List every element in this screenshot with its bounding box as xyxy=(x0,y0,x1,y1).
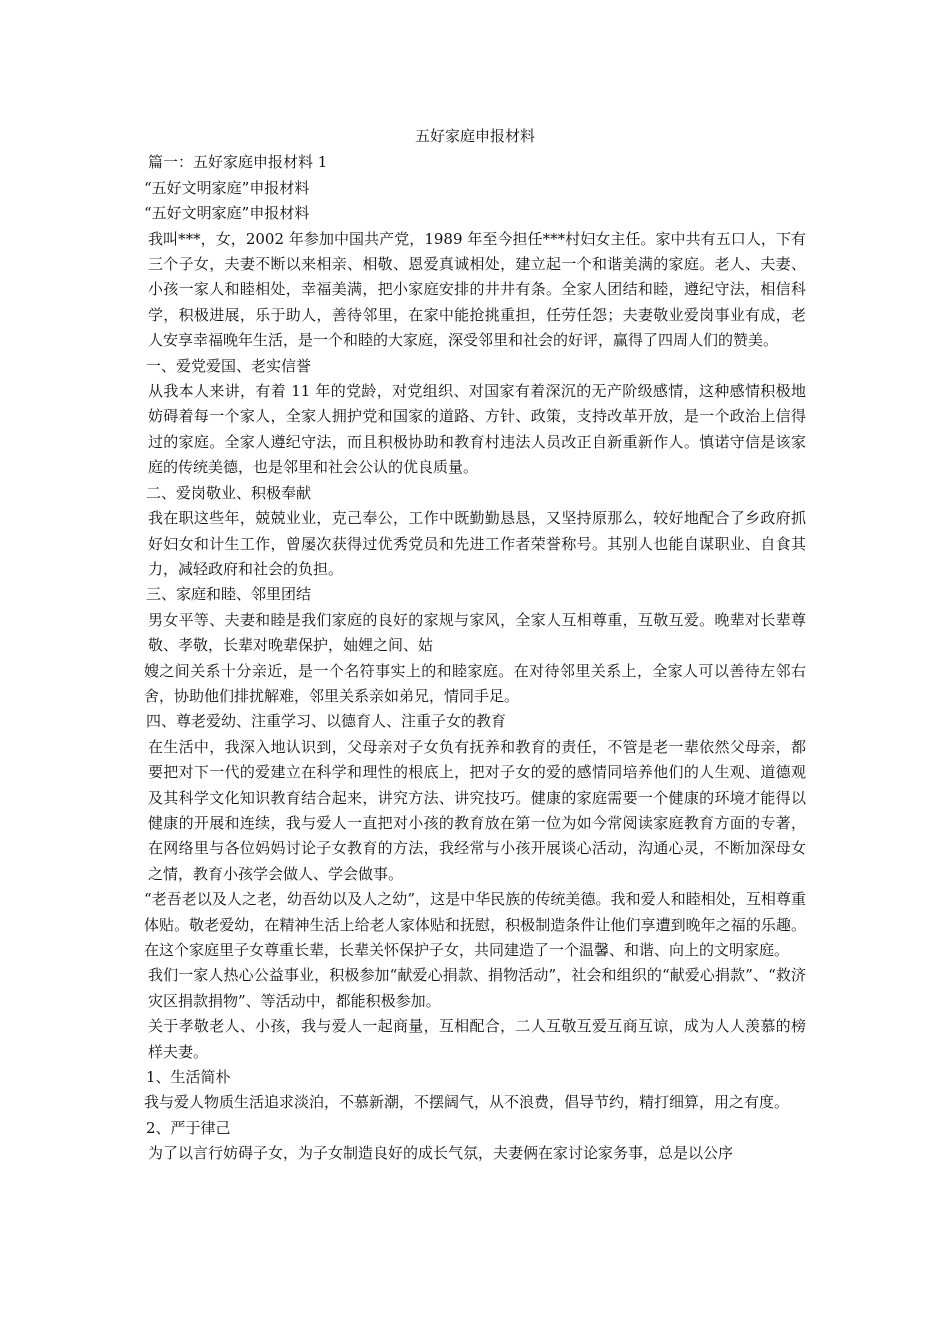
body-paragraph: 嫂之间关系十分亲近，是一个名符事实上的和睦家庭。在对待邻里关系上，全家人可以善待左邻右舍，协助他们排扰解难，邻里关系亲如弟兄，情同手足。 xyxy=(144,661,806,705)
body-paragraph: “五好文明家庭”申报材料 xyxy=(144,204,310,223)
body-paragraph: 我叫***，女，2002 年参加中国共产党，1989 年至今担任***村妇女主任。家中共有五口人，下有三个子女，夫妻不断以来相亲、相敬、恩爱真诚相处，建立起一个和谐美满的家庭。老人、夫妻、小孩一家人和睦相处，幸福美满，把小家庭安排的井井有条。全家人团结和睦，遵纪守法，相信科学，积极进展，乐于助人，善待邻里，在家中能抢挑重担，任劳任怨；夫妻敬业爱岗事业有成，老人安享幸福晚年生活，是一个和睦的大家庭，深受邻里和社会的好评，赢得了四周人们的赞美。 xyxy=(148,229,806,350)
section-heading: 1、生活简朴 xyxy=(146,1068,231,1087)
section-heading: 三、家庭和睦、邻里团结 xyxy=(146,585,312,604)
document-body xyxy=(144,150,806,1166)
body-paragraph: 关于孝敬老人、小孩，我与爱人一起商量，互相配合，二人互敬互爱互商互谅，成为人人羡慕的榜样夫妻。 xyxy=(148,1017,806,1061)
section-heading: 一、爱党爱国、老实信誉 xyxy=(146,356,312,375)
section-heading: 四、尊老爱幼、注重学习、以德育人、注重子女的教育 xyxy=(146,712,507,731)
body-paragraph: 我与爱人物质生活追求淡泊，不慕新潮，不摆阔气，从不浪费，倡导节约，精打细算，用之有度。 xyxy=(144,1093,790,1112)
document-page xyxy=(144,124,806,1167)
body-paragraph: 男女平等、夫妻和睦是我们家庭的良好的家规与家风，全家人互相尊重，互敬互爱。晚辈对长辈尊敬、孝敬，长辈对晚辈保护，妯娌之间、姑 xyxy=(148,610,806,655)
body-paragraph: “五好文明家庭”申报材料 xyxy=(144,178,310,197)
body-paragraph: 我们一家人热心公益事业，积极参加“献爱心捐款、捐物活动”，社会和组织的“献爱心捐款”、“救济灾区捐款捐物”、等活动中，都能积极参加。 xyxy=(148,966,806,1010)
document-title: 五好家庭申报材料 xyxy=(414,127,535,145)
section-heading: 2、严于律己 xyxy=(146,1118,231,1137)
body-paragraph: “老吾老以及人之老，幼吾幼以及人之幼”，这是中华民族的传统美德。我和爱人和睦相处，互相尊重体贴。敬老爱幼，在精神生活上给老人家体贴和抚慰，积极制造条件让他们享遭到晚年之福的乐趣。在这个家庭里子女尊重长辈，长辈关怀保护子女，共同建造了一个温馨、和谐、向上的文明家庭。 xyxy=(144,890,806,959)
body-paragraph: 为了以言行妨碍子女，为子女制造良好的成长气氛，夫妻俩在家讨论家务事，总是以公序 xyxy=(148,1144,734,1163)
body-paragraph: 篇一：五好家庭申报材料 1 xyxy=(148,153,328,172)
section-heading: 二、爱岗敬业、积极奉献 xyxy=(146,483,312,502)
body-paragraph: 从我本人来讲，有着 11 年的党龄，对党组织、对国家有着深沉的无产阶级感情，这种感情积极地妨碍着每一个家人，全家人拥护党和国家的道路、方针、政策，支持改革开放，是一个政治上信得过的家庭。全家人遵纪守法，而且积极协助和教育村违法人员改正自新重新作人。慎诺守信是该家庭的传统美德，也是邻里和社会公认的优良质量。 xyxy=(148,382,806,477)
body-paragraph: 我在职这些年，兢兢业业，克己奉公，工作中既勤勤恳恳，又坚持原那么，较好地配合了乡政府抓好妇女和计生工作，曾屡次获得过优秀党员和先进工作者荣誉称号。其别人也能自谋职业、自食其力，减轻政府和社会的负担。 xyxy=(148,509,806,578)
body-paragraph: 在生活中，我深入地认识到，父母亲对子女负有抚养和教育的责任，不管是老一辈依然父母亲，都要把对下一代的爱建立在科学和理性的根底上，把对子女的爱的感情同培养他们的人生观、道德观及其科学文化知识教育结合起来，讲究方法、讲究技巧。健康的家庭需要一个健康的环境才能得以健康的开展和连续，我与爱人一直把对小孩的教育放在第一位为如今常阅读家庭教育方面的专著，在网络里与各位妈妈讨论子女教育的方法，我经常与小孩开展谈心活动，沟通心灵，不断加深母女之情，教育小孩学会做人、学会做事。 xyxy=(148,737,806,883)
